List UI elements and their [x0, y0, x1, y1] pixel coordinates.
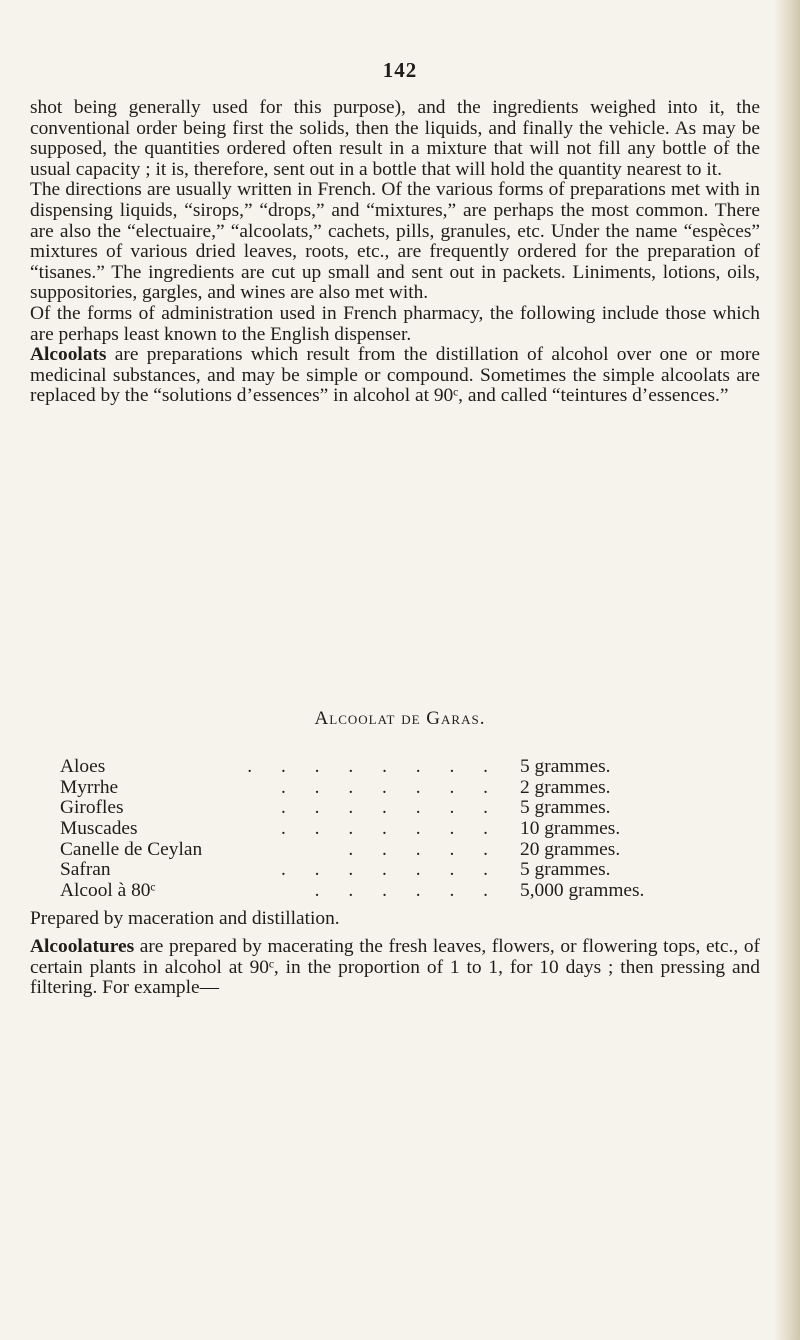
leader-dots: . . . . . . — [314, 880, 500, 902]
recipe-note: Prepared by maceration and distillation. — [30, 908, 340, 929]
paragraph-4-lead: Alcoolats — [30, 344, 107, 366]
paragraph-5-lead: Alcoolatures — [30, 936, 135, 957]
leader-dots: . . . . . . . — [280, 797, 500, 819]
ingredient-name: Alcool à 80ᶜ — [60, 880, 156, 902]
paragraph-5-text: are prepared by macerating the fresh leaves, flowers, or flowering tops, etc., of certain plants in alcohol at 90ᶜ, in the proportion of 1 to 1, for 10 days ; then pressing and filtering. For example— — [30, 936, 760, 999]
paragraph-1 — [30, 98, 760, 180]
body-text — [30, 98, 760, 407]
ingredient-quantity: 10 grammes. — [520, 818, 621, 840]
ingredient-name: Canelle de Ceylan — [60, 838, 203, 860]
paragraph-3 — [30, 304, 760, 345]
ingredient-name: Myrrhe — [60, 776, 119, 798]
ingredient-row — [60, 819, 760, 840]
ingredient-name: Safran — [60, 859, 111, 881]
ingredient-quantity: 5 grammes. — [520, 797, 611, 819]
paragraph-2 — [30, 180, 760, 304]
ingredient-row — [60, 798, 760, 819]
paragraph-4-text: are preparations which result from the distillation of alcohol over one or more medicinal substances, and may be simple or compound. Sometimes the simple alcoolats are replaced by the “solutions d’essences” in alcohol at 90ᶜ, and called “teintures d’essences.” — [30, 344, 760, 407]
ingredient-row — [60, 860, 760, 881]
ingredient-row — [60, 778, 760, 799]
leader-dots: . . . . . . . . — [247, 756, 500, 777]
recipe-title: Alcoolat de Garas. — [314, 708, 486, 729]
ingredient-quantity: 5 grammes. — [520, 756, 611, 777]
leader-dots: . . . . . — [348, 838, 500, 860]
ingredient-quantity: 5,000 grammes. — [520, 880, 645, 902]
paragraph-1-text: shot being generally used for this purpose), and the ingredients weighed into it, the conventional order being first the solids, then the liquids, and finally the vehicle. As may be supposed, the quantities ordered often result in a mixture that will not fill any bottle of the usual capacity ; it is, therefore, sent out in a bottle that will hold the quantity nearest to it. — [30, 97, 760, 180]
paragraph-5 — [30, 937, 760, 999]
paragraph-2-text: The directions are usually written in French. Of the various forms of preparations met with in dispensing liquids, “sirops,” “drops,” and “mixtures,” are perhaps the most common. There are also the “electuaire,” “alcoolats,” cachets, pills, granules, etc. Under the name “espèces” mixtures of various dried leaves, roots, etc., are frequently ordered for the preparation of “tisanes.” The ingredients are cut up small and sent out in packets. Liniments, lotions, oils, suppositories, gargles, and wines are also met with. — [30, 179, 760, 304]
paragraph-3-text: Of the forms of administration used in French pharmacy, the following include those which are perhaps least known to the English dispenser. — [30, 302, 760, 345]
ingredient-name: Muscades — [60, 818, 138, 840]
ingredient-name: Girofles — [60, 797, 124, 819]
page-number: 142 — [382, 58, 418, 82]
leader-dots: . . . . . . . — [280, 776, 500, 798]
ingredient-quantity: 5 grammes. — [520, 859, 611, 881]
ingredient-row — [60, 881, 760, 902]
ingredient-name: Aloes — [60, 756, 106, 777]
recipe-ingredients — [60, 757, 760, 902]
ingredient-quantity: 2 grammes. — [520, 776, 611, 798]
paragraph-4 — [30, 345, 760, 407]
ingredient-quantity: 20 grammes. — [520, 838, 621, 860]
leader-dots: . . . . . . . — [280, 818, 500, 840]
leader-dots: . . . . . . . — [280, 859, 500, 881]
closing-text — [30, 937, 760, 999]
page-edge-shadow — [774, 0, 800, 1340]
ingredient-row — [60, 840, 760, 861]
ingredient-row — [60, 757, 760, 778]
